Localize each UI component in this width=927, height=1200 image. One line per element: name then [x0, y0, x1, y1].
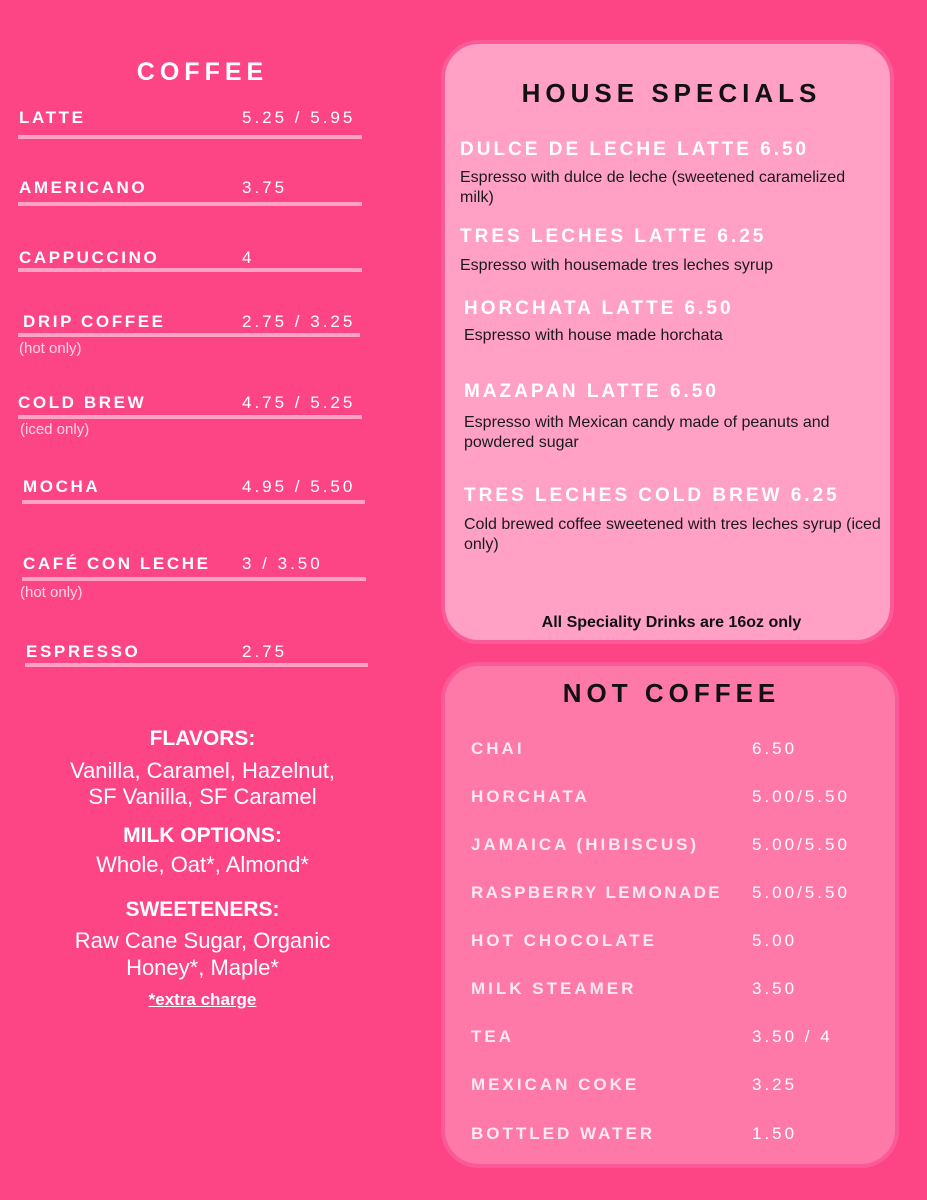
menu-item-price: 5.00/5.50 — [752, 883, 850, 902]
special-item-name: TRES LECHES COLD BREW 6.25 — [464, 485, 840, 506]
menu-divider — [18, 333, 360, 337]
special-item-name: HORCHATA LATTE 6.50 — [464, 298, 734, 319]
special-item-desc: Espresso with Mexican candy made of peanuts and powdered sugar — [464, 414, 830, 451]
menu-divider — [22, 577, 366, 581]
menu-item-price: 3.50 / 4 — [752, 1027, 833, 1046]
menu-item-price: 3 / 3.50 — [242, 554, 323, 573]
special-item-desc: Cold brewed coffee sweetened with tres leches syrup (iced only) — [464, 516, 881, 553]
menu-divider — [22, 500, 365, 504]
menu-divider — [18, 135, 362, 139]
specials-footer-note: All Speciality Drinks are 16oz only — [541, 614, 802, 631]
menu-item-note: (hot only) — [20, 584, 83, 601]
menu-item-name: HOT CHOCOLATE — [471, 931, 658, 950]
menu-item-price: 2.75 / 3.25 — [242, 312, 356, 331]
house-specials-title: HOUSE SPECIALS — [521, 78, 822, 108]
menu-item-name: JAMAICA (HIBISCUS) — [471, 835, 700, 854]
sweeteners-line: Raw Cane Sugar, Organic — [74, 928, 331, 953]
flavors-heading: FLAVORS: — [149, 727, 256, 750]
menu-item-name: MOCHA — [23, 477, 101, 496]
menu-item-price: 5.25 / 5.95 — [242, 108, 356, 127]
menu-item-name: MILK STEAMER — [471, 979, 637, 998]
menu-item-name: CHAI — [471, 739, 525, 758]
menu-divider — [18, 202, 362, 206]
menu-item-name: BOTTLED WATER — [471, 1124, 656, 1143]
menu-item-name: ESPRESSO — [26, 642, 141, 661]
menu-item-price: 4.95 / 5.50 — [242, 477, 356, 496]
menu-item-name: MEXICAN COKE — [471, 1075, 640, 1094]
menu-divider — [25, 663, 368, 667]
special-item-name: MAZAPAN LATTE 6.50 — [464, 381, 719, 402]
menu-item-price: 3.50 — [752, 979, 798, 998]
menu-item-name: AMERICANO — [19, 178, 148, 197]
menu-item-name: COLD BREW — [18, 393, 147, 412]
menu-item-price: 5.00 — [752, 931, 798, 950]
menu-item-name: TEA — [471, 1027, 514, 1046]
special-item-name: TRES LECHES LATTE 6.25 — [460, 226, 767, 247]
menu-item-price: 1.50 — [752, 1124, 798, 1143]
menu-item-price: 4 — [242, 248, 255, 267]
menu-item-price: 4.75 / 5.25 — [242, 393, 356, 412]
sweeteners-line: Honey*, Maple* — [126, 955, 279, 980]
menu-divider — [18, 268, 362, 272]
menu-item-name: RASPBERRY LEMONADE — [471, 883, 723, 902]
coffee-section-title: COFFEE — [136, 58, 269, 86]
special-item-desc: Espresso with dulce de leche (sweetened caramelized milk) — [460, 169, 846, 206]
flavors-line: Vanilla, Caramel, Hazelnut, — [70, 758, 335, 783]
special-item-desc: Espresso with house made horchata — [464, 327, 723, 344]
extra-charge-note — [0, 990, 405, 1010]
menu-item-name: HORCHATA — [471, 787, 590, 806]
extra-charge-text: *extra charge — [148, 990, 257, 1009]
milk-line: Whole, Oat*, Almond* — [96, 852, 309, 877]
flavors-line: SF Vanilla, SF Caramel — [88, 784, 317, 809]
menu-item-price: 3.75 — [242, 178, 288, 197]
menu-item-name: DRIP COFFEE — [23, 312, 166, 331]
menu-item-price: 6.50 — [752, 739, 798, 758]
menu-item-price: 2.75 — [242, 642, 288, 661]
menu-item-name: LATTE — [19, 108, 86, 127]
milk-heading: MILK OPTIONS: — [123, 824, 282, 847]
menu-item-note: (iced only) — [20, 421, 90, 438]
menu-item-price: 3.25 — [752, 1075, 798, 1094]
not-coffee-title: NOT COFFEE — [562, 678, 781, 708]
special-item-desc: Espresso with housemade tres leches syrup — [460, 257, 774, 274]
menu-item-note: (hot only) — [19, 340, 82, 357]
menu-item-name: CAFÉ CON LECHE — [23, 554, 211, 573]
menu-item-price: 5.00/5.50 — [752, 835, 850, 854]
menu-item-price: 5.00/5.50 — [752, 787, 850, 806]
special-item-name: DULCE DE LECHE LATTE 6.50 — [460, 139, 810, 160]
menu-divider — [18, 415, 362, 419]
sweeteners-heading: SWEETENERS: — [125, 898, 280, 921]
menu-item-name: CAPPUCCINO — [19, 248, 160, 267]
